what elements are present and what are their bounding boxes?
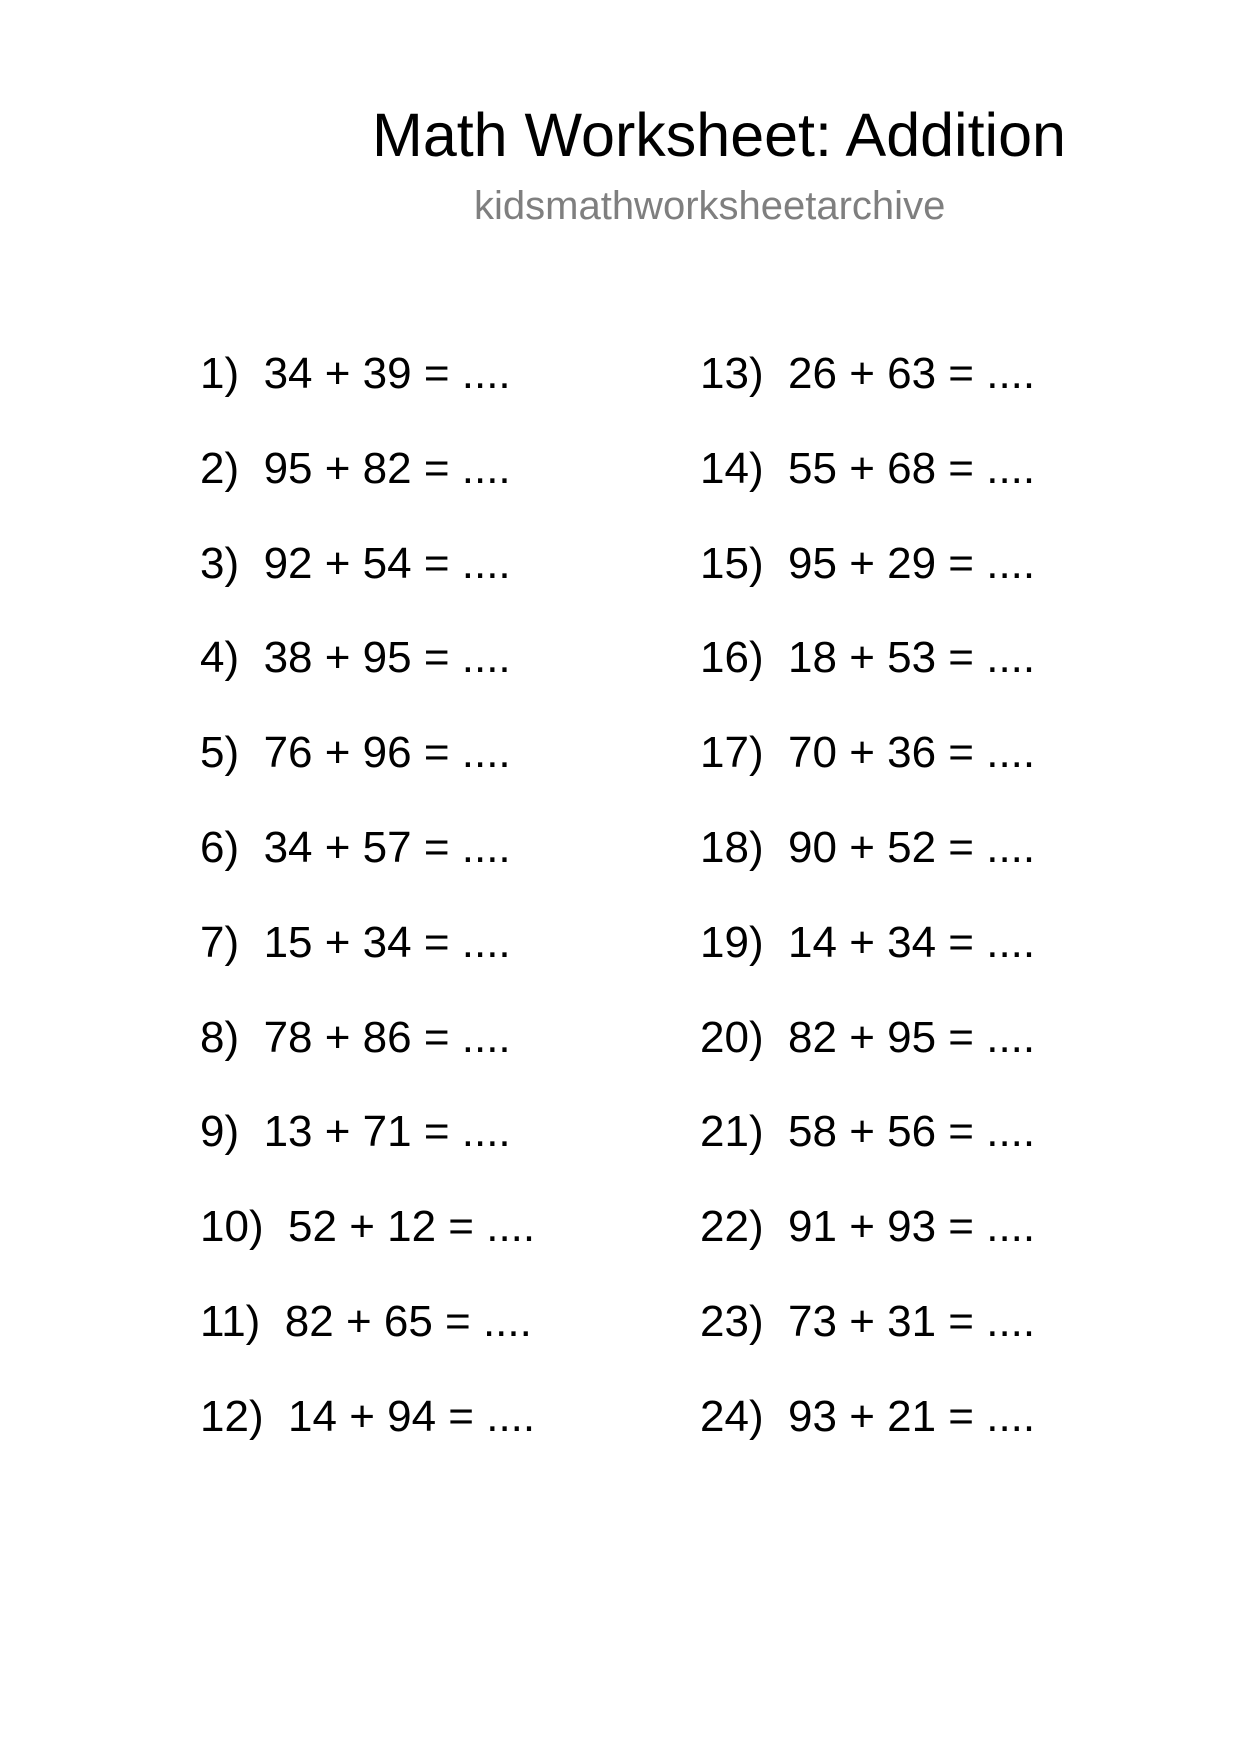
problem-expression: 34 + 39 = ....: [263, 349, 511, 398]
problem-item: [700, 1012, 1035, 1107]
problem-expression: 82 + 65 = ....: [284, 1296, 532, 1346]
problem-expression: 15 + 34 = ....: [263, 917, 511, 967]
problem-item: [700, 1201, 1035, 1296]
problem-expression: 13 + 71 = ....: [263, 1107, 511, 1157]
problem-expression: 90 + 52 = ....: [788, 822, 1036, 872]
problem-expression: 26 + 63 = ....: [788, 349, 1036, 398]
problem-number: 21): [700, 1107, 764, 1157]
problem-item: [700, 348, 1035, 443]
problem-item: [200, 1391, 535, 1486]
problem-number: 12): [200, 1391, 264, 1441]
problem-expression: 34 + 57 = ....: [263, 822, 511, 872]
problem-number: 4): [200, 633, 240, 683]
problem-number: 5): [200, 728, 240, 778]
problem-item: [700, 1391, 1035, 1486]
problem-number: 23): [700, 1296, 764, 1346]
problem-expression: 52 + 12 = ....: [288, 1202, 536, 1252]
problem-expression: 95 + 82 = ....: [263, 443, 511, 493]
problem-expression: 18 + 53 = ....: [788, 633, 1036, 683]
problem-item: [200, 917, 535, 1012]
problem-number: 13): [700, 349, 764, 398]
problem-expression: 91 + 93 = ....: [788, 1202, 1036, 1252]
problems-right-column: [700, 348, 1035, 1486]
problem-number: 18): [700, 822, 764, 872]
problem-expression: 92 + 54 = ....: [263, 538, 511, 588]
problem-expression: 55 + 68 = ....: [788, 443, 1036, 493]
problem-number: 16): [700, 633, 764, 683]
problem-expression: 82 + 95 = ....: [788, 1012, 1036, 1062]
problem-expression: 14 + 94 = ....: [288, 1391, 536, 1441]
problem-item: [200, 538, 535, 633]
problem-item: [700, 1106, 1035, 1201]
problem-item: [700, 538, 1035, 633]
problem-number: 17): [700, 728, 764, 778]
problem-number: 1): [200, 349, 240, 398]
problem-item: [200, 348, 535, 443]
problem-number: 7): [200, 917, 240, 967]
problem-item: [700, 632, 1035, 727]
problem-item: [200, 1296, 535, 1391]
problem-item: [200, 727, 535, 822]
problem-number: 8): [200, 1012, 240, 1062]
problem-item: [200, 1201, 535, 1296]
problem-number: 6): [200, 822, 240, 872]
problem-item: [200, 822, 535, 917]
problem-number: 2): [200, 443, 240, 493]
problem-item: [200, 1012, 535, 1107]
problem-expression: 73 + 31 = ....: [788, 1296, 1036, 1346]
problem-item: [200, 1106, 535, 1201]
problem-item: [700, 1296, 1035, 1391]
problem-number: 20): [700, 1012, 764, 1062]
problem-expression: 93 + 21 = ....: [788, 1391, 1036, 1441]
problem-expression: 95 + 29 = ....: [788, 538, 1036, 588]
problem-item: [700, 443, 1035, 538]
problem-item: [200, 632, 535, 727]
problem-expression: 76 + 96 = ....: [263, 728, 511, 778]
problem-number: 24): [700, 1391, 764, 1441]
problem-number: 15): [700, 538, 764, 588]
problems-left-column: [200, 348, 535, 1486]
problem-number: 11): [200, 1296, 261, 1346]
problem-item: [200, 443, 535, 538]
problem-number: 14): [700, 443, 764, 493]
problem-item: [700, 822, 1035, 917]
problem-item: [700, 727, 1035, 822]
problem-number: 19): [700, 917, 764, 967]
problem-number: 22): [700, 1202, 764, 1252]
site-subtitle: kidsmathworksheetarchive: [474, 184, 946, 228]
problem-expression: 58 + 56 = ....: [788, 1107, 1036, 1157]
problem-number: 10): [200, 1202, 264, 1252]
problem-expression: 38 + 95 = ....: [263, 633, 511, 683]
page-title: Math Worksheet: Addition: [372, 101, 1066, 169]
problem-item: [700, 917, 1035, 1012]
problem-expression: 78 + 86 = ....: [263, 1012, 511, 1062]
problem-expression: 14 + 34 = ....: [788, 917, 1036, 967]
problem-expression: 70 + 36 = ....: [788, 728, 1036, 778]
problem-number: 3): [200, 538, 240, 588]
problem-number: 9): [200, 1107, 240, 1157]
